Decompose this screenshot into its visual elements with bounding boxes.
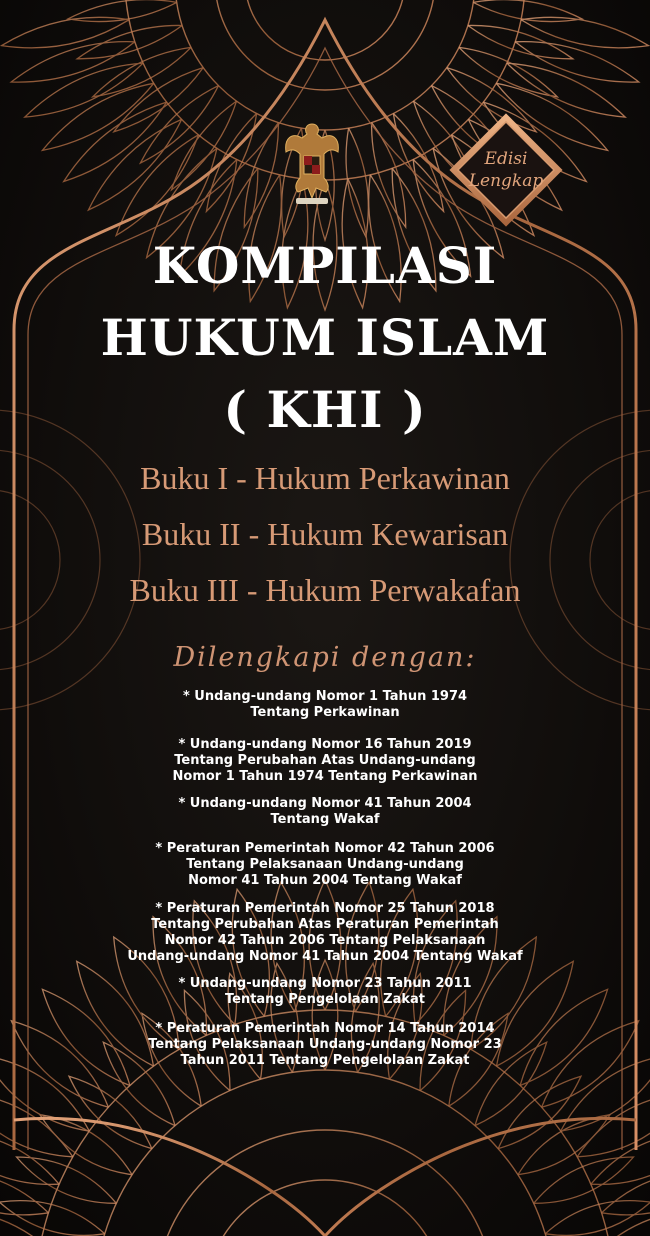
law-item-6 <box>0 976 650 1008</box>
ornament-petal <box>64 102 167 181</box>
law-item-5 <box>0 901 650 965</box>
law-line: Undang-undang Nomor 41 Tahun 2004 Tentang Wakaf <box>127 949 523 964</box>
book-item-1: Buku I - Hukum Perkawinan <box>140 460 510 496</box>
law-item-7 <box>0 1021 650 1069</box>
law-line: * Peraturan Pemerintah Nomor 42 Tahun 2006 <box>155 841 495 856</box>
law-line: Tahun 2011 Tentang Pengelolaan Zakat <box>180 1053 470 1068</box>
law-line: * Undang-undang Nomor 23 Tahun 2011 <box>178 976 472 991</box>
book-item-3: Buku III - Hukum Perwakafan <box>129 572 521 608</box>
garuda-emblem-icon <box>282 118 342 208</box>
law-line: Nomor 42 Tahun 2006 Tentang Pelaksanaan <box>164 933 486 948</box>
badge-line-2: Lengkap <box>468 171 544 191</box>
bottom-arch <box>14 1118 636 1236</box>
law-line: Tentang Pelaksanaan Undang-undang Nomor 23 <box>148 1037 502 1052</box>
ornament-petal <box>2 17 129 48</box>
ornament-petal <box>69 1076 152 1148</box>
ornament-petal <box>0 1201 105 1236</box>
ornament-petal <box>521 17 648 48</box>
law-line: Nomor 41 Tahun 2004 Tentang Wakaf <box>188 873 462 888</box>
law-item-3 <box>0 796 650 828</box>
ornament-petal <box>498 1076 581 1148</box>
cover-title <box>0 236 650 440</box>
badge-line-1: Edisi <box>484 149 528 169</box>
book-item-2: Buku II - Hukum Kewarisan <box>141 516 509 552</box>
law-line: Tentang Perubahan Atas Peraturan Pemerintah <box>151 917 499 932</box>
law-line: Tentang Wakaf <box>270 812 380 827</box>
title-line-2: HUKUM ISLAM <box>100 308 550 367</box>
title-line-3: ( KHI ) <box>223 380 427 439</box>
law-item-4 <box>0 841 650 889</box>
ornament-petal <box>534 1157 634 1203</box>
law-line: Tentang Perubahan Atas Undang-undang <box>174 753 476 768</box>
law-line: Tentang Pengelolaan Zakat <box>224 992 425 1007</box>
ornament-petal <box>17 1157 117 1203</box>
ornament-petal <box>459 47 557 96</box>
edition-badge-icon <box>444 108 568 232</box>
law-line: * Undang-undang Nomor 16 Tahun 2019 <box>178 737 472 752</box>
title-line-1: KOMPILASI <box>152 236 498 295</box>
law-line: * Undang-undang Nomor 41 Tahun 2004 <box>178 796 472 811</box>
ornament-petal <box>93 47 191 96</box>
law-line: Nomor 1 Tahun 1974 Tentang Perkawinan <box>172 769 478 784</box>
law-item-1 <box>0 689 650 721</box>
supplement-heading: Dilengkapi dengan: <box>173 642 477 673</box>
law-item-2 <box>0 737 650 785</box>
law-line: * Peraturan Pemerintah Nomor 14 Tahun 2014 <box>155 1021 495 1036</box>
ornament-petal <box>40 1115 132 1175</box>
law-line: * Peraturan Pemerintah Nomor 25 Tahun 2018 <box>155 901 495 916</box>
law-line: Tentang Perkawinan <box>250 705 400 720</box>
ornament-petal <box>545 1201 650 1236</box>
law-line: Tentang Pelaksanaan Undang-undang <box>186 857 464 872</box>
law-line: * Undang-undang Nomor 1 Tahun 1974 <box>182 689 468 704</box>
ornament-petal <box>518 1115 610 1175</box>
